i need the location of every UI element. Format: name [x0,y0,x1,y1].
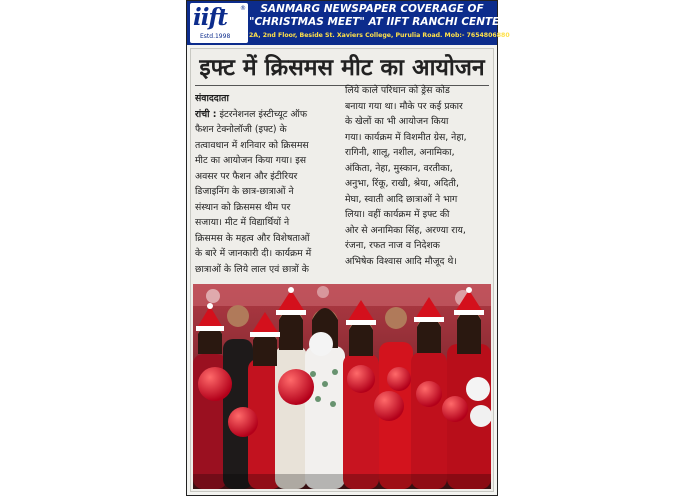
article-line: छात्राओं के लिये लाल एवं छात्रों के [195,263,309,275]
article-line: मीट का आयोजन किया गया। इस [195,155,307,166]
banner-address: 2A, 2nd Floor, Beside St. Xaviers College, Purulia Road. Mob:- 7654806880 [249,32,510,39]
article-line: अनुभा, रिंकू, राखी, श्रेया, अदिती, [345,178,459,189]
event-photo [193,284,491,489]
article-line: गया। कार्यक्रम में विशमीत ग्रेस, नेहा, [345,131,467,143]
article-line: रंजना, रफत नाज व निदेशक [345,240,440,251]
students-with-balloons-illustration [193,284,491,489]
article-clipping [190,48,494,492]
byline: संवाददाता [195,93,229,104]
article-line: अवसर पर फैशन और इंटीरियर [195,170,298,182]
article-line: फैशन टेक्नोलॉजी (इफ्ट) के [195,124,287,135]
article-line: के खेलों का भी आयोजन किया [345,116,449,127]
article-line: अंकिता, नेहा, मुस्कान, वरतीका, [345,162,453,174]
logo-established: Estd.1998 [200,33,231,40]
registered-mark: ® [240,5,246,12]
article-line: रागिनी, शालू, नशील, अनामिका, [345,147,455,158]
article-line: सजाया। मीट में विद्यार्थियों ने [195,217,290,228]
article-line: लिया। वहीं कार्यक्रम में इफ्ट की [345,209,450,220]
banner-title-line-2: "CHRISTMAS MEET" AT IIFT RANCHI CENTER [249,16,508,28]
article-line: डिजाइनिंग के छात्र-छात्राओं ने [195,186,294,197]
article-column-2 [345,83,491,269]
iift-logo [190,3,248,43]
article-line: के बारे में जानकारी दी। कार्यक्रम में [195,248,312,259]
article-line: बनाया गया था। मौके पर कई प्रकार [345,100,463,112]
article-column-1 [195,91,341,277]
article-line: ओर से अनामिका सिंह, अरण्या राय, [345,224,466,236]
article-line: रांची : इंटरनेशनल इंस्टीच्यूट ऑफ [195,108,308,120]
article-line: तत्वावधान में शनिवार को क्रिसमस [195,139,309,151]
article-line: क्रिसमस के महत्व और विशेषताओं [195,232,310,244]
article-line: संस्थान को क्रिसमस थीम पर [195,201,291,213]
article-line: लिये काले परिधान को ड्रेस कोड [345,85,450,96]
article-line: अभिषेक विश्वास आदि मौजूद थे। [345,255,457,267]
article-headline: इफ्ट में क्रिसमस मीट का आयोजन [199,55,485,81]
header-banner [187,1,510,45]
article-line: मेघा, स्वाती आदि छात्राओं ने भाग [345,193,458,205]
banner-title-line-1: SANMARG NEWSPAPER COVERAGE OF [260,3,484,15]
newspaper-clipping-page [186,0,510,496]
logo-wordmark: iift [193,4,227,31]
